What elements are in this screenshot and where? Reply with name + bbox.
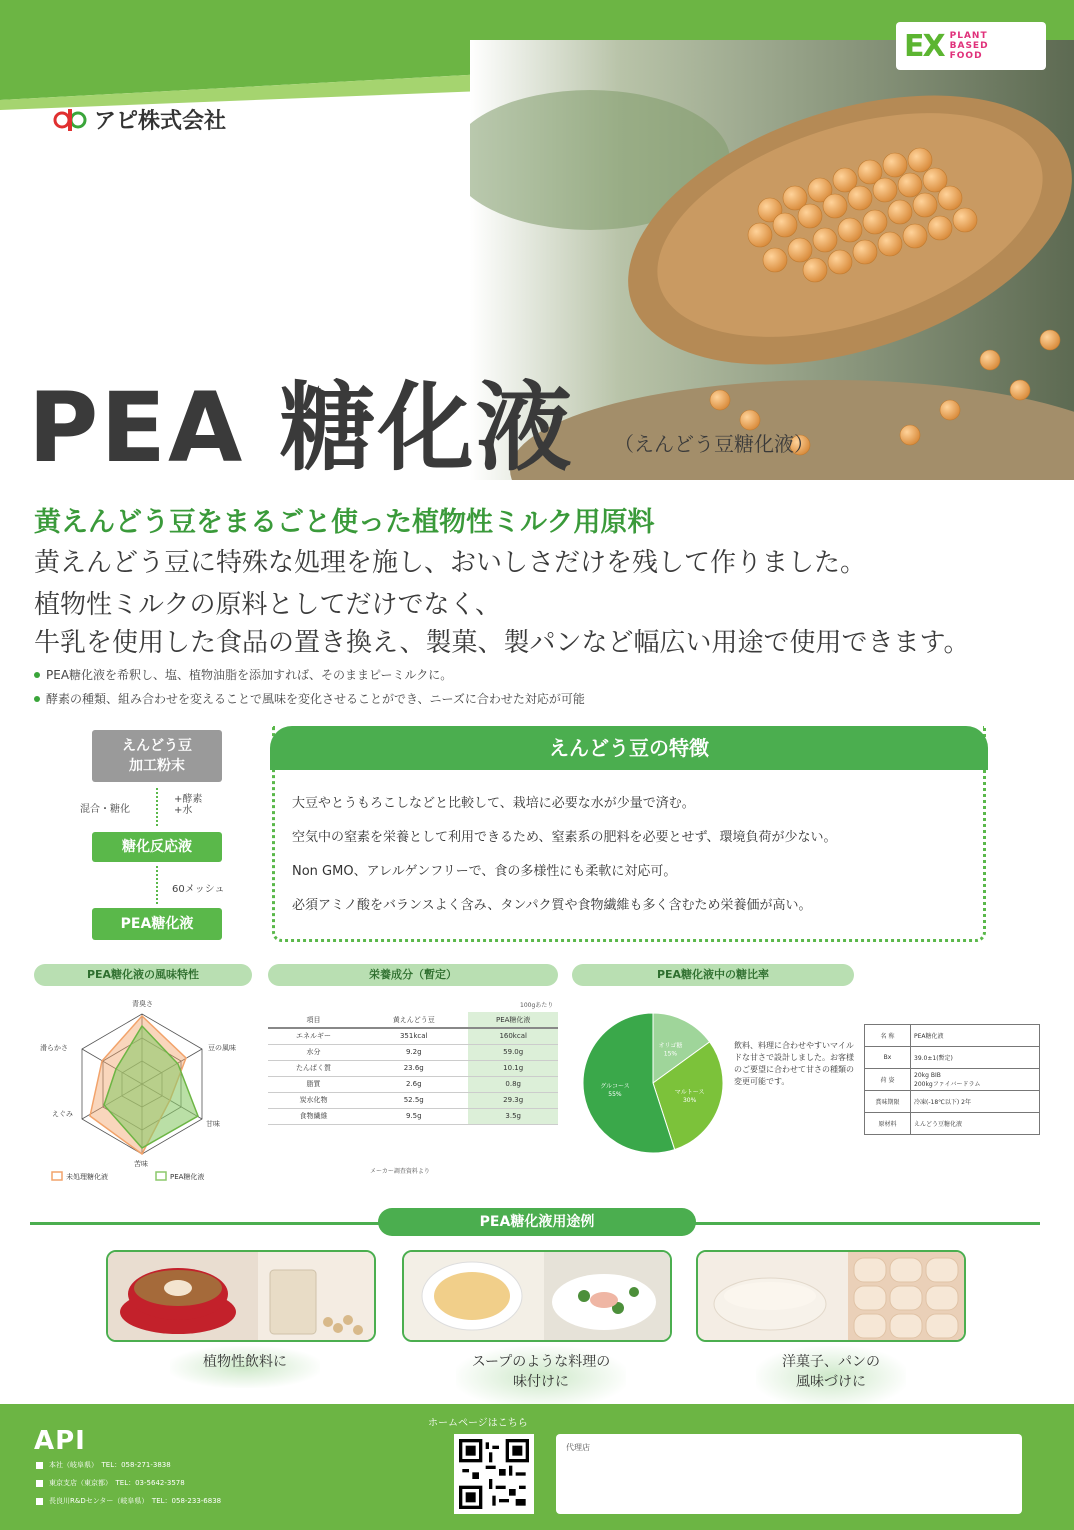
table-row <box>268 1108 558 1124</box>
table-cell: 水分 <box>268 1044 359 1060</box>
usage-label: 洋菓子、パンの 風味づけに <box>756 1346 906 1408</box>
table-row <box>865 1113 1040 1135</box>
table-cell: 351kcal <box>359 1028 468 1044</box>
office-item <box>36 1478 185 1488</box>
office-text: 東京支店（東京都） TEL：03-5642-3578 <box>49 1479 185 1487</box>
badge-text <box>950 31 989 61</box>
usage-label: 植物性飲料に <box>170 1346 320 1388</box>
table-cell: 荷 姿 <box>865 1069 911 1091</box>
radar-axis-label: 甘味 <box>206 1120 220 1128</box>
bullet-text: PEA糖化液を希釈し、塩、植物油脂を添加すれば、そのままピーミルクに。 <box>46 668 453 682</box>
usage-label: スープのような料理の 味付けに <box>456 1346 626 1408</box>
pie-slice-label: 15% <box>663 1050 678 1058</box>
table-cell: 160kcal <box>468 1028 558 1044</box>
square-bullet-icon <box>36 1480 43 1487</box>
table-cell: 10.1g <box>468 1060 558 1076</box>
radar-axis-label: 苦味 <box>134 1160 148 1168</box>
agent-box <box>556 1434 1022 1514</box>
nutrition-table <box>268 1012 558 1125</box>
beverage-photo <box>108 1252 374 1340</box>
pie-slice-label: グルコース <box>600 1083 630 1091</box>
company-name: アピ株式会社 <box>94 109 227 134</box>
table-cell: 食物繊維 <box>268 1108 359 1124</box>
product-subtitle: （えんどう豆糖化液） <box>614 432 814 456</box>
table-cell: たんぱく質 <box>268 1060 359 1076</box>
usage-card-beverage <box>106 1250 376 1342</box>
intro-line: 黄えんどう豆に特殊な処理を施し、おいしさだけを残して作りました。 <box>34 548 867 578</box>
legend-swatch-untreated <box>52 1172 62 1180</box>
pie-slice-label: 55% <box>608 1091 622 1099</box>
table-header: 項目 <box>268 1012 359 1028</box>
office-text: 本社（岐阜県） TEL：058-271-3838 <box>49 1461 171 1469</box>
bullet-text: 酵素の種類、組み合わせを変えることで風味を変化させることができ、ニーズに合わせた対応が可能 <box>46 692 585 706</box>
table-cell: 炭水化物 <box>268 1092 359 1108</box>
table-cell: 3.5g <box>468 1108 558 1124</box>
table-cell: 23.6g <box>359 1060 468 1076</box>
table-row <box>268 1044 558 1060</box>
nutrition-section-title: 栄養成分（暫定） <box>268 964 558 986</box>
table-cell: 原材料 <box>865 1113 911 1135</box>
feature-item: Non GMO、アレルゲンフリーで、食の多様性にも柔軟に対応可。 <box>292 864 677 879</box>
company-mark-icon <box>52 107 88 133</box>
table-row <box>268 1060 558 1076</box>
badge-text-line: FOOD <box>949 51 983 61</box>
table-cell: 9.2g <box>359 1044 468 1060</box>
intro-line: 牛乳を使用した食品の置き換え、製菓、製パンなど幅広い用途で使用できます。 <box>34 628 970 658</box>
intro-line: 植物性ミルクの原料としてだけでなく、 <box>34 590 501 620</box>
homepage-label: ホームページはこちら <box>428 1418 528 1429</box>
square-bullet-icon <box>36 1498 43 1505</box>
nutrition-source: メーカー調査資料より <box>370 1168 430 1175</box>
bullet-item <box>34 690 585 707</box>
table-row <box>865 1069 1040 1091</box>
flow-note-mesh: 60メッシュ <box>172 884 225 895</box>
flow-arrow-icon <box>156 788 158 826</box>
table-cell: 20kg BIB 200kgファイバードラム <box>911 1069 1040 1091</box>
product-title: PEA 糖化液 <box>28 372 574 484</box>
features-heading: えんどう豆の特徴 <box>270 726 988 770</box>
bullet-item <box>34 666 452 683</box>
flavor-radar-chart <box>30 992 260 1188</box>
pie-slice-label: マルトース <box>674 1088 705 1096</box>
table-cell: 冷凍(-18℃以下) 2年 <box>911 1091 1040 1113</box>
pie-slice-label: 30% <box>682 1096 697 1104</box>
usage-card-sweets <box>696 1250 966 1342</box>
table-cell: えんどう豆糖化液 <box>911 1113 1040 1135</box>
table-row <box>865 1047 1040 1069</box>
table-cell: Bx <box>865 1047 911 1069</box>
usage-card-soup <box>402 1250 672 1342</box>
table-cell: 0.8g <box>468 1076 558 1092</box>
table-cell: 29.3g <box>468 1092 558 1108</box>
table-header-row <box>268 1012 558 1028</box>
feature-item: 必須アミノ酸をバランスよく含み、タンパク質や食物繊維も多く含むため栄養価が高い。 <box>292 898 812 913</box>
table-cell: 59.0g <box>468 1044 558 1060</box>
office-text: 長良川R&Dセンター（岐阜県） TEL：058-233-6838 <box>49 1497 222 1505</box>
radar-section-title: PEA糖化液の風味特性 <box>34 964 252 986</box>
table-row <box>268 1028 558 1044</box>
radar-axis-label: 豆の風味 <box>208 1044 236 1052</box>
office-item <box>36 1496 221 1506</box>
office-item <box>36 1460 171 1470</box>
table-cell: 名 称 <box>865 1025 911 1047</box>
badge-text-line: BASED <box>949 41 989 51</box>
flow-step-powder: えんどう豆 加工粉末 <box>92 730 222 782</box>
table-cell: 52.5g <box>359 1092 468 1108</box>
table-cell: エネルギー <box>268 1028 359 1044</box>
table-cell: 39.0±1(暫定) <box>911 1047 1040 1069</box>
legend-label: 未処理糖化液 <box>66 1173 108 1181</box>
table-cell: 脂質 <box>268 1076 359 1092</box>
pie-section-title: PEA糖化液中の糖比率 <box>572 964 854 986</box>
plant-based-food-badge <box>896 22 1046 70</box>
legend-label: PEA糖化液 <box>170 1173 205 1181</box>
flow-note-mix: 混合・糖化 <box>80 804 130 815</box>
badge-mark: EX <box>904 28 944 64</box>
table-header: 黄えんどう豆 <box>359 1012 468 1028</box>
tagline: 黄えんどう豆をまるごと使った植物性ミルク用原料 <box>34 507 655 538</box>
spec-table <box>864 1024 1040 1135</box>
soup-photo <box>404 1252 670 1340</box>
flow-step-reaction: 糖化反応液 <box>92 832 222 862</box>
feature-item: 空気中の窒素を栄養として利用できるため、窒素系の肥料を必要とせず、環境負荷が少ない。 <box>292 830 837 845</box>
agent-label: 代理店 <box>566 1443 590 1452</box>
bullet-dot-icon <box>34 696 40 702</box>
usage-heading: PEA糖化液用途例 <box>378 1208 696 1236</box>
flow-note-add: +酵素 +水 <box>174 794 203 816</box>
table-row <box>865 1025 1040 1047</box>
table-row <box>268 1092 558 1108</box>
table-cell: 賞味期限 <box>865 1091 911 1113</box>
bullet-dot-icon <box>34 672 40 678</box>
radar-axis-label: 滑らかさ <box>40 1044 68 1052</box>
table-cell: 2.6g <box>359 1076 468 1092</box>
pie-slice-label: オリゴ糖 <box>658 1042 683 1050</box>
radar-axis-label: えぐみ <box>52 1110 73 1118</box>
badge-text-line: PLANT <box>949 31 988 41</box>
feature-item: 大豆やとうもろこしなどと比較して、栽培に必要な水が少量で済む。 <box>292 796 695 811</box>
table-header: PEA糖化液 <box>468 1012 558 1028</box>
sweets-bread-photo <box>698 1252 964 1340</box>
nutrition-unit-note: 100gあたり <box>520 1002 554 1009</box>
sugar-ratio-pie-chart <box>580 1010 726 1156</box>
table-row <box>268 1076 558 1092</box>
pie-description: 飲料、料理に合わせやすいマイルドな甘さで設計しました。お客様のご要望に合わせて甘さの種類の変更可能です。 <box>734 1041 854 1086</box>
qr-code-icon <box>459 1439 529 1509</box>
flow-arrow-icon <box>156 866 158 904</box>
qr-code[interactable] <box>454 1434 534 1514</box>
api-logo: API <box>34 1426 86 1456</box>
company-logo <box>52 104 226 135</box>
square-bullet-icon <box>36 1462 43 1469</box>
table-cell: 9.5g <box>359 1108 468 1124</box>
table-row <box>865 1091 1040 1113</box>
radar-axis-label: 青臭さ <box>132 1000 153 1008</box>
table-cell: PEA糖化液 <box>911 1025 1040 1047</box>
flow-step-final: PEA糖化液 <box>92 908 222 940</box>
legend-swatch-pea <box>156 1172 166 1180</box>
